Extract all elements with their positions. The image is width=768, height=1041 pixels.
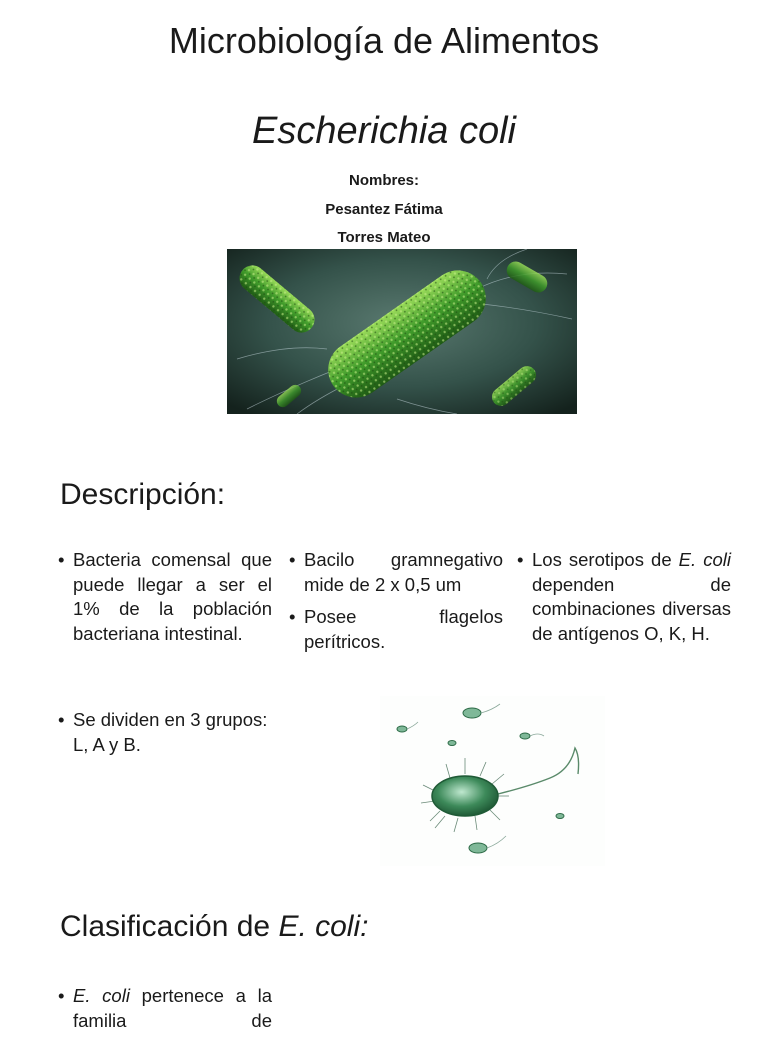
bullet-column — [517, 548, 731, 654]
author-name: Torres Mateo — [337, 229, 431, 246]
species-name: E. coli — [678, 549, 731, 570]
species-name: E. coli — [73, 985, 130, 1006]
author-name: Pesantez Fátima — [325, 201, 443, 218]
page-title: Microbiología de Alimentos — [168, 20, 600, 61]
bullet-text: pertenece a la familia de — [73, 985, 272, 1031]
names-label: Nombres: — [348, 172, 419, 189]
bullet-column — [58, 548, 272, 654]
bullet-item — [517, 548, 731, 646]
bullet-column — [58, 984, 272, 1041]
bullet-text: dependen de combinaciones diversas de antígenos O, K, H. — [532, 573, 731, 644]
bullet-item — [58, 984, 272, 1033]
species-name: E. coli: — [278, 910, 369, 943]
classification-slide — [0, 880, 768, 1031]
slide-subtitle: Escherichia coli — [252, 110, 516, 152]
bullet-column — [58, 708, 272, 765]
bullet-item: • Posee flagelos perítricos. — [289, 605, 503, 654]
description-slide — [0, 440, 768, 880]
section-heading: Descripción: — [60, 478, 226, 511]
bullet-item: • Bacteria comensal que puede llegar a ser el 1% de la población bacteriana intestinal. — [58, 548, 272, 646]
bullet-item: • Se dividen en 3 grupos: L, A y B. — [58, 708, 272, 757]
section-heading — [60, 910, 368, 944]
bacteria-hero-image — [227, 249, 577, 414]
bullet-item: • Bacilo gramnegativo mide de 2 x 0,5 um — [289, 548, 503, 597]
heading-text: Clasificación de — [60, 910, 279, 943]
bacteria-sketch-image — [380, 696, 605, 866]
bullet-column — [289, 548, 503, 662]
bullet-text: Los serotipos de — [532, 549, 679, 570]
title-slide — [0, 0, 768, 440]
